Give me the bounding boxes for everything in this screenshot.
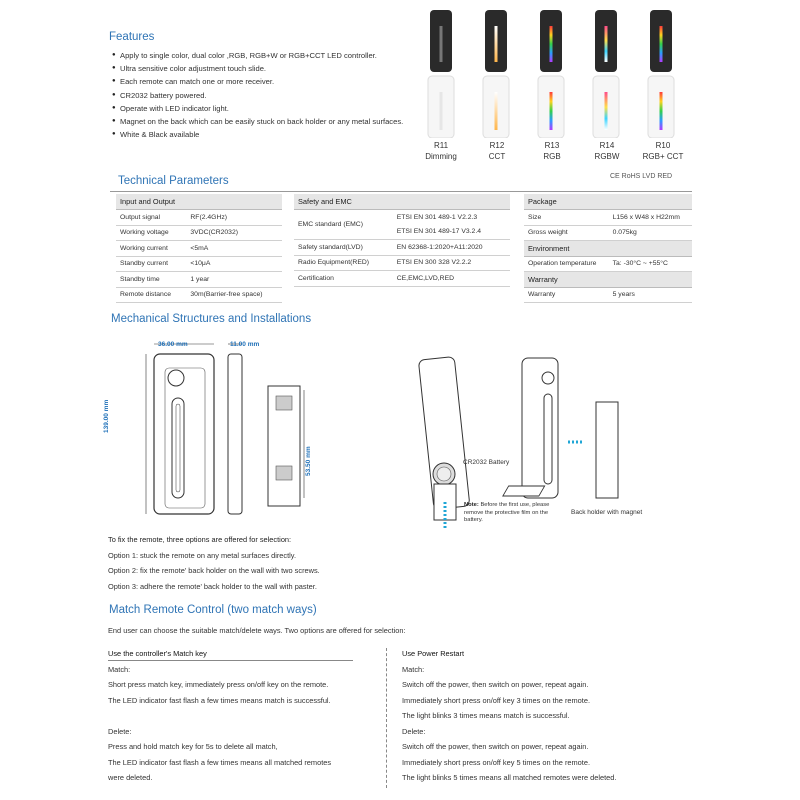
table-row: Safety standard(LVD) EN 62368-1:2020+A11:2020 (294, 240, 510, 256)
table-row: Working current <5mA (116, 241, 282, 257)
feature-item: ● CR2032 battery powered. (112, 89, 404, 102)
features-title: Features (109, 31, 155, 43)
table-row: Radio Equipment(RED) ETSI EN 300 328 V2.2.2 (294, 255, 510, 271)
fix-intro: To fix the remote, three options are offered for selection: (108, 535, 292, 544)
fix-option: Option 2: fix the remote' back holder on the wall with two screws. (108, 566, 320, 575)
table-row: Certification CE,EMC,LVD,RED (294, 271, 510, 287)
dim-width: 36.00 mm (158, 341, 188, 348)
io-header: Input and Output (116, 194, 282, 210)
feature-item: ● Magnet on the back which can be easily stuck on back holder or any metal surfaces. (112, 115, 404, 128)
match-intro: End user can choose the suitable match/delete ways. Two options are offered for selection: (108, 626, 406, 635)
feature-item: ● Ultra sensitive color adjustment touch slide. (112, 62, 404, 75)
table-row: Standby time 1 year (116, 272, 282, 288)
holder-label: Back holder with magnet (571, 509, 643, 516)
dim-depth: 11.00 mm (230, 341, 260, 348)
remote-white-r11 (428, 76, 454, 138)
table-row: Working voltage 3VDC(CR2032) (116, 225, 282, 241)
fix-option: Option 1: stuck the remote on any metal surfaces directly. (108, 550, 296, 560)
remote-label-r11: R11 Dimming (425, 141, 457, 161)
remote-white-r12 (483, 76, 509, 138)
match-left-heading: Use the controller's Match key (108, 649, 207, 658)
technical-title: Technical Parameters (118, 175, 229, 187)
table-row: Remote distance 30m(Barrier-free space) (116, 287, 282, 303)
table-row: Gross weight 0.075kg (524, 225, 692, 241)
battery-label: CR2032 Battery (463, 459, 510, 466)
fix-option: Option 3: adhere the remote' back holder to the wall with paster. (108, 581, 317, 591)
mechanical-title: Mechanical Structures and Installations (111, 313, 312, 325)
package-header: Package (524, 194, 692, 210)
column-divider (386, 648, 387, 788)
environment-header: Environment (524, 241, 692, 257)
feature-item: ● Operate with LED indicator light. (112, 102, 404, 115)
battery-note: Note: Before the first use, please remove the protective film on the battery. (464, 502, 550, 523)
feature-item: ● Each remote can match one or more receiver. (112, 75, 404, 88)
match-right-column: Use Power Restart Match: Switch off the power, then switch on power, repeat again. Immediately short press on/off key 3 times on the remote. The light blinks 3 times means match is successful. Delete: Switch off the power, then switch on power, repeat again. Immediately short press on/off key 5 times on the remote. The light blinks 5 times means all matched remotes were deleted. (402, 646, 702, 786)
remote-label-r10: R10 RGB+ CCT (642, 141, 684, 161)
remote-white-r14 (593, 76, 619, 138)
divider (108, 660, 353, 661)
warranty-header: Warranty (524, 272, 692, 288)
io-table (116, 194, 282, 303)
table-row: Size L156 x W48 x H22mm (524, 210, 692, 226)
safety-table (294, 194, 510, 287)
remote-label-r14: R14 RGBW (594, 141, 620, 161)
remote-white-r13 (538, 76, 564, 138)
remote-black-r10 (650, 10, 672, 72)
remote-label-r12: R12 CCT (488, 141, 506, 161)
dim-height: 139.00 mm (103, 399, 110, 433)
dim-holder: 53.50 mm (305, 446, 312, 476)
remote-black-r13 (540, 10, 562, 72)
table-row: Warranty 5 years (524, 287, 692, 303)
remote-dimension-drawing (110, 338, 340, 522)
remote-white-r10 (648, 76, 674, 138)
match-left-column: Use the controller's Match key Match: Short press match key, immediately press on/off key on the remote. The LED indicator fast flash a few times means match is successful. Delete: Press and hold match key for 5s to delete all match, The LED indicator fast flash a few times means all matched remotes were deleted. (108, 646, 378, 786)
remote-label-r13: R13 RGB (543, 141, 561, 161)
safety-header: Safety and EMC (294, 194, 510, 210)
features-list (112, 49, 404, 141)
remote-product-images (420, 4, 700, 138)
certification-marks: CE RoHS LVD RED (610, 173, 673, 180)
feature-item: ● Apply to single color, dual color ,RGB, RGB+W or RGB+CCT LED controller. (112, 49, 404, 62)
fix-options (108, 532, 508, 594)
table-row: EMC standard (EMC) ETSI EN 301 489-1 V2.2.3 ETSI EN 301 489-17 V3.2.4 (294, 210, 510, 240)
remote-black-r12 (485, 10, 507, 72)
table-row: Standby current <10μA (116, 256, 282, 272)
table-row: Output signal RF(2.4GHz) (116, 210, 282, 226)
remote-black-r14 (595, 10, 617, 72)
package-table (524, 194, 692, 303)
feature-item: ● White & Black available (112, 128, 404, 141)
match-right-heading: Use Power Restart (402, 649, 465, 658)
table-row: Operation temperature Ta: -30°C ~ +55°C (524, 256, 692, 272)
remote-black-r11 (430, 10, 452, 72)
match-title: Match Remote Control (two match ways) (109, 604, 317, 616)
divider (110, 191, 692, 192)
